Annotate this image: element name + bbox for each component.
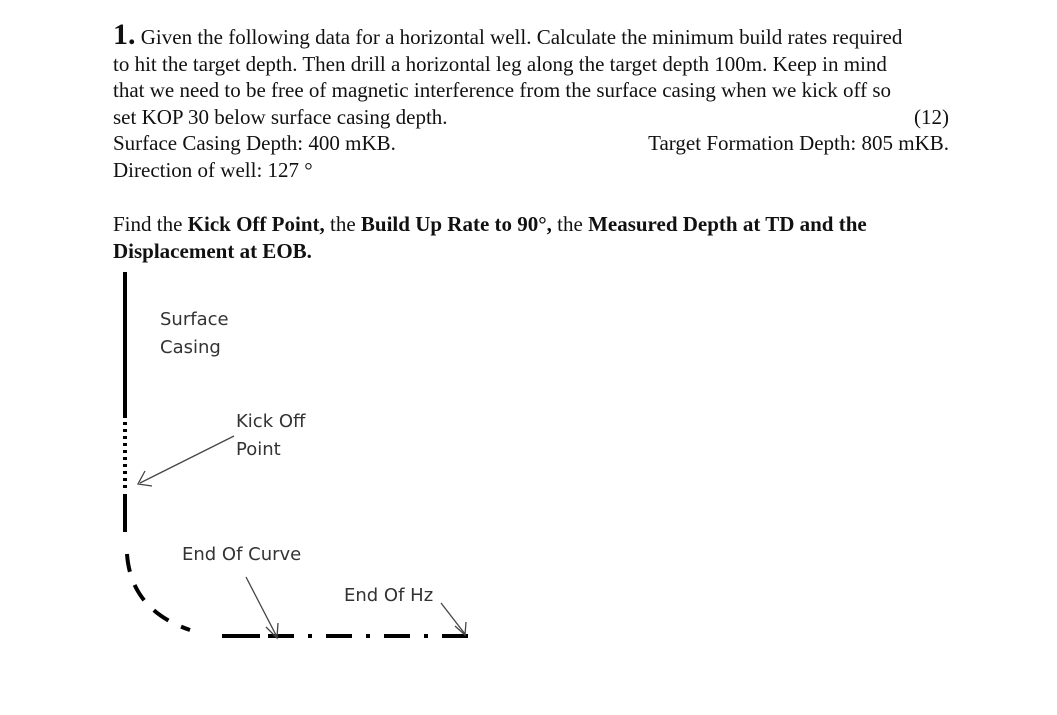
surface-casing-label-line-1: Surface <box>160 309 229 330</box>
well-direction: Direction of well: 127 ° <box>113 157 313 182</box>
build-curve <box>127 554 190 630</box>
end-of-curve-label: End Of Curve <box>182 544 302 565</box>
question-number: 1. <box>113 18 136 51</box>
find-text-2: the <box>324 212 361 236</box>
find-displacement: Displacement at EOB. <box>113 239 312 263</box>
question-marks: (12) <box>914 104 949 129</box>
find-measured-depth: Measured Depth at TD and the <box>588 212 867 236</box>
find-text-1: Find the <box>113 212 188 236</box>
surface-casing-label <box>160 306 229 362</box>
find-text-3: the <box>551 212 589 236</box>
find-build-up-rate: Build Up Rate to 90°, <box>360 212 552 236</box>
kick-off-arrow-line <box>140 436 234 483</box>
question-line-4-text: set KOP 30 below surface casing depth. <box>113 104 448 129</box>
question-line-1-text: Given the following data for a horizontal well. Calculate the minimum build rates required <box>140 25 903 49</box>
find-kick-off-point: Kick Off Point, <box>187 212 325 236</box>
question-line-2: to hit the target depth. Then drill a horizontal leg along the target depth 100m. Keep in mind <box>113 51 887 76</box>
end-of-hz-label: End Of Hz <box>344 585 434 606</box>
target-formation-depth: Target Formation Depth: 805 mKB. <box>648 131 949 155</box>
surface-casing-depth: Surface Casing Depth: 400 mKB. <box>113 131 396 155</box>
surface-casing-label-line-2: Casing <box>160 337 221 358</box>
kick-off-label-line-2: Point <box>236 439 281 460</box>
end-of-curve-arrow-line <box>246 577 277 637</box>
question-line-3: that we need to be free of magnetic interference from the surface casing when we kick off so <box>113 78 892 102</box>
end-of-hz-arrow-line <box>441 603 465 634</box>
kick-off-label-line-1: Kick Off <box>236 411 306 432</box>
kick-off-point-label <box>236 408 305 464</box>
